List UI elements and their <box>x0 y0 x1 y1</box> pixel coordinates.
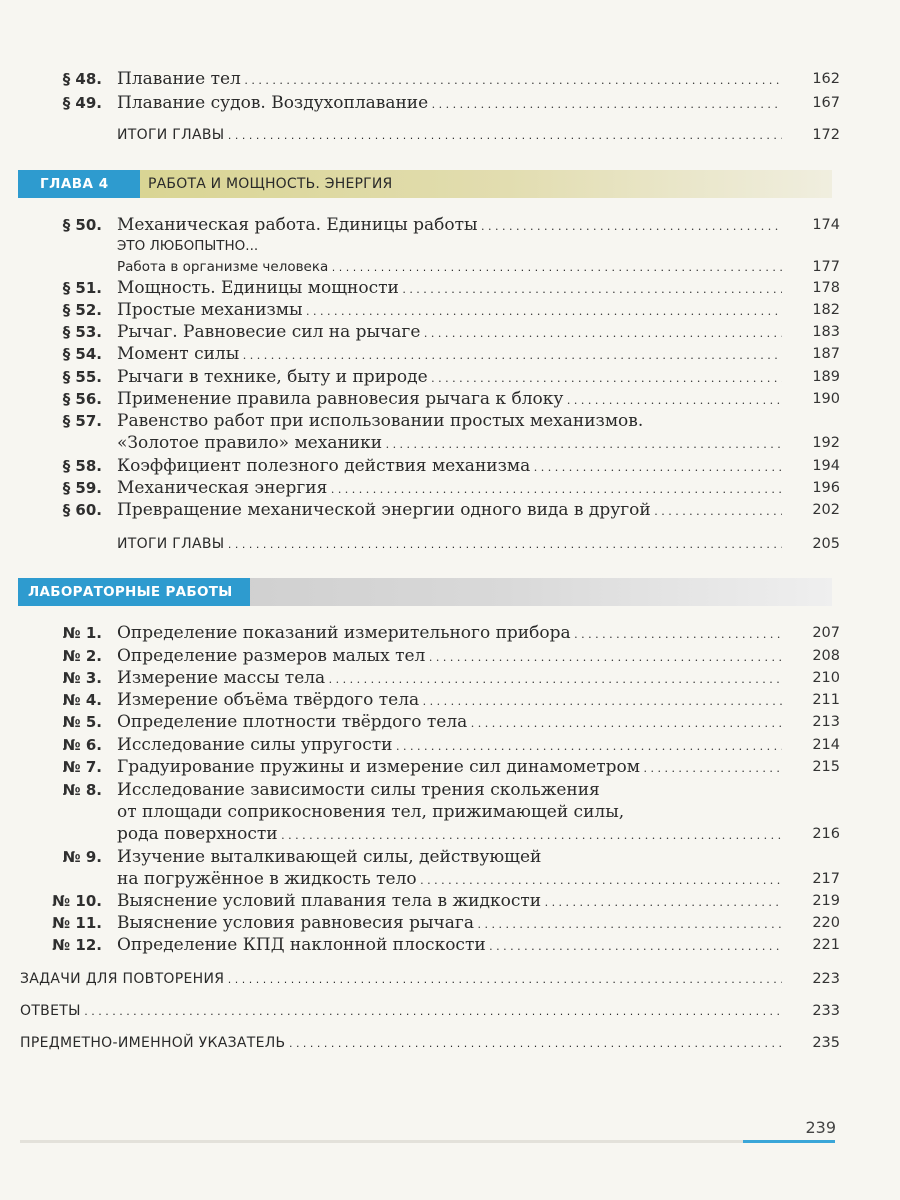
page-number: 177 <box>812 259 840 275</box>
entry-title: «Золотое правило» механики . . . <box>117 432 782 456</box>
toc-entry <box>0 124 840 146</box>
page-number: 219 <box>812 893 840 909</box>
toc-entry <box>0 499 840 521</box>
lab-number: № 1. <box>62 624 102 642</box>
toc-entry <box>0 667 840 689</box>
entry-title: Выяснение условий плавания тела в жидкости . . . <box>117 890 782 914</box>
entry-title: Рычаг. Равновесие сил на рычаге . . . <box>117 321 782 345</box>
lab-number: № 12. <box>52 936 102 954</box>
toc-entry <box>0 801 840 823</box>
lab-number: № 7. <box>62 758 102 776</box>
toc-entry <box>0 734 840 756</box>
section-number: § 59. <box>62 479 102 497</box>
lab-number: № 5. <box>62 713 102 731</box>
section-number: § 52. <box>62 301 102 319</box>
toc-entry <box>0 277 840 299</box>
toc-entry <box>0 689 840 711</box>
toc-entry <box>0 256 840 278</box>
toc-entry <box>0 321 840 343</box>
section-number: § 57. <box>62 412 102 430</box>
page-number: 196 <box>812 480 840 496</box>
chapter-summary-title: ИТОГИ ГЛАВЫ . . . <box>117 533 782 556</box>
page-number: 190 <box>812 391 840 407</box>
page-number: 216 <box>812 826 840 842</box>
chapter-4-header <box>18 170 832 198</box>
page-number: 174 <box>812 217 840 233</box>
lab-number: № 4. <box>62 691 102 709</box>
lab-number: № 11. <box>52 914 102 932</box>
entry-title: Градуирование пружины и измерение сил динамометром . . . <box>117 756 782 780</box>
page-number: 194 <box>812 458 840 474</box>
section-number: § 54. <box>62 345 102 363</box>
entry-title: Измерение массы тела . . . <box>117 667 782 691</box>
toc-entry <box>0 622 840 644</box>
toc-entry <box>0 477 840 499</box>
page-number: 211 <box>812 692 840 708</box>
toc-entry <box>0 343 840 365</box>
section-number: § 48. <box>62 70 102 88</box>
entry-title: на погружённое в жидкость тело . . . <box>117 868 782 892</box>
footer-rule <box>20 1140 743 1143</box>
entry-title: Измерение объёма твёрдого тела . . . <box>117 689 782 713</box>
toc-entry <box>0 779 840 801</box>
entry-title: Равенство работ при использовании простых механизмов. <box>117 411 644 431</box>
entry-title: Определение плотности твёрдого тела . . . <box>117 711 782 735</box>
page-number: 192 <box>812 435 840 451</box>
page-number: 223 <box>812 971 840 987</box>
entry-title: Выяснение условия равновесия рычага . . . <box>117 912 782 936</box>
page-number: 217 <box>812 871 840 887</box>
toc-entry <box>0 410 840 432</box>
lab-works-label: ЛАБОРАТОРНЫЕ РАБОТЫ <box>18 578 250 606</box>
section-number: § 58. <box>62 457 102 475</box>
chapter-label: ГЛАВА 4 <box>18 170 140 198</box>
toc-entry <box>0 455 840 477</box>
lab-works-header <box>18 578 832 606</box>
entry-title: Изучение выталкивающей силы, действующей <box>117 847 542 867</box>
lab-number: № 6. <box>62 736 102 754</box>
toc-entry <box>0 890 840 912</box>
toc-entry <box>0 1032 840 1054</box>
entry-title: Плавание тел . . . <box>117 68 782 92</box>
entry-title: Механическая энергия . . . <box>117 477 782 501</box>
toc-entry <box>0 711 840 733</box>
page-number: 235 <box>812 1035 840 1051</box>
lab-number: № 3. <box>62 669 102 687</box>
entry-title: Исследование зависимости силы трения скольжения <box>117 780 600 800</box>
toc-entry <box>0 1000 840 1022</box>
toc-entry <box>0 68 840 90</box>
entry-title: Мощность. Единицы мощности . . . <box>117 277 782 301</box>
toc-entry <box>0 533 840 555</box>
entry-title: ОТВЕТЫ . . . <box>20 1000 782 1023</box>
page-number: 162 <box>812 71 840 87</box>
toc-entry <box>0 92 840 114</box>
page-number: 220 <box>812 915 840 931</box>
page-number: 207 <box>812 625 840 641</box>
entry-title: Применение правила равновесия рычага к блоку . . . <box>117 388 782 412</box>
toc-entry <box>0 756 840 778</box>
entry-title: Рычаги в технике, быту и природе . . . <box>117 366 782 390</box>
entry-title: Исследование силы упругости . . . <box>117 734 782 758</box>
page-number: 167 <box>812 95 840 111</box>
page-number: 187 <box>812 346 840 362</box>
page-number: 215 <box>812 759 840 775</box>
lab-number: № 2. <box>62 647 102 665</box>
entry-title: ЭТО ЛЮБОПЫТНО... <box>117 238 259 254</box>
section-number: § 55. <box>62 368 102 386</box>
page-number: 172 <box>812 127 840 143</box>
toc-entry <box>0 823 840 845</box>
entry-title: Простые механизмы . . . <box>117 299 782 323</box>
page-number: 213 <box>812 714 840 730</box>
section-number: § 56. <box>62 390 102 408</box>
page-number: 182 <box>812 302 840 318</box>
entry-title: Механическая работа. Единицы работы . . . <box>117 214 782 238</box>
toc-entry <box>0 299 840 321</box>
page-number: 189 <box>812 369 840 385</box>
toc-entry <box>0 968 840 990</box>
toc-entry <box>0 934 840 956</box>
page-number: 178 <box>812 280 840 296</box>
entry-title: Момент силы . . . <box>117 343 782 367</box>
page-number: 221 <box>812 937 840 953</box>
entry-title: Определение КПД наклонной плоскости . . . <box>117 934 782 958</box>
entry-title: Работа в организме человека . . . <box>117 256 782 279</box>
toc-entry <box>0 388 840 410</box>
page-number: 210 <box>812 670 840 686</box>
entry-title: ЗАДАЧИ ДЛЯ ПОВТОРЕНИЯ . . . <box>20 968 782 991</box>
toc-entry <box>0 366 840 388</box>
page-number: 183 <box>812 324 840 340</box>
section-number: § 60. <box>62 501 102 519</box>
entry-title: Определение размеров малых тел . . . <box>117 645 782 669</box>
toc-entry <box>0 214 840 236</box>
entry-title: Определение показаний измерительного прибора . . . <box>117 622 782 646</box>
page-number: 208 <box>812 648 840 664</box>
page-number: 202 <box>812 502 840 518</box>
lab-number: № 10. <box>52 892 102 910</box>
section-number: § 50. <box>62 216 102 234</box>
toc-entry <box>0 432 840 454</box>
entry-title: Коэффициент полезного действия механизма . . . <box>117 455 782 479</box>
entry-title: ПРЕДМЕТНО-ИМЕННОЙ УКАЗАТЕЛЬ . . . <box>20 1032 782 1055</box>
page-number: 205 <box>812 536 840 552</box>
chapter-title: РАБОТА И МОЩНОСТЬ. ЭНЕРГИЯ <box>148 176 393 192</box>
chapter-summary-title: ИТОГИ ГЛАВЫ . . . <box>117 124 782 147</box>
toc-entry <box>0 868 840 890</box>
section-number: § 53. <box>62 323 102 341</box>
toc-entry <box>0 235 840 257</box>
toc-entry <box>0 846 840 868</box>
lab-number: № 9. <box>62 848 102 866</box>
page-number: 233 <box>812 1003 840 1019</box>
section-number: § 51. <box>62 279 102 297</box>
section-number: § 49. <box>62 94 102 112</box>
lab-number: № 8. <box>62 781 102 799</box>
entry-title: рода поверхности . . . <box>117 823 782 847</box>
page-footer-number: 239 <box>805 1118 836 1137</box>
footer-accent-rule <box>743 1140 835 1143</box>
toc-entry <box>0 645 840 667</box>
entry-title: Превращение механической энергии одного вида в другой . . . <box>117 499 782 523</box>
toc-entry <box>0 912 840 934</box>
page-number: 214 <box>812 737 840 753</box>
entry-title: Плавание судов. Воздухоплавание . . . <box>117 92 782 116</box>
entry-title: от площади соприкосновения тел, прижимающей силы, <box>117 802 625 822</box>
